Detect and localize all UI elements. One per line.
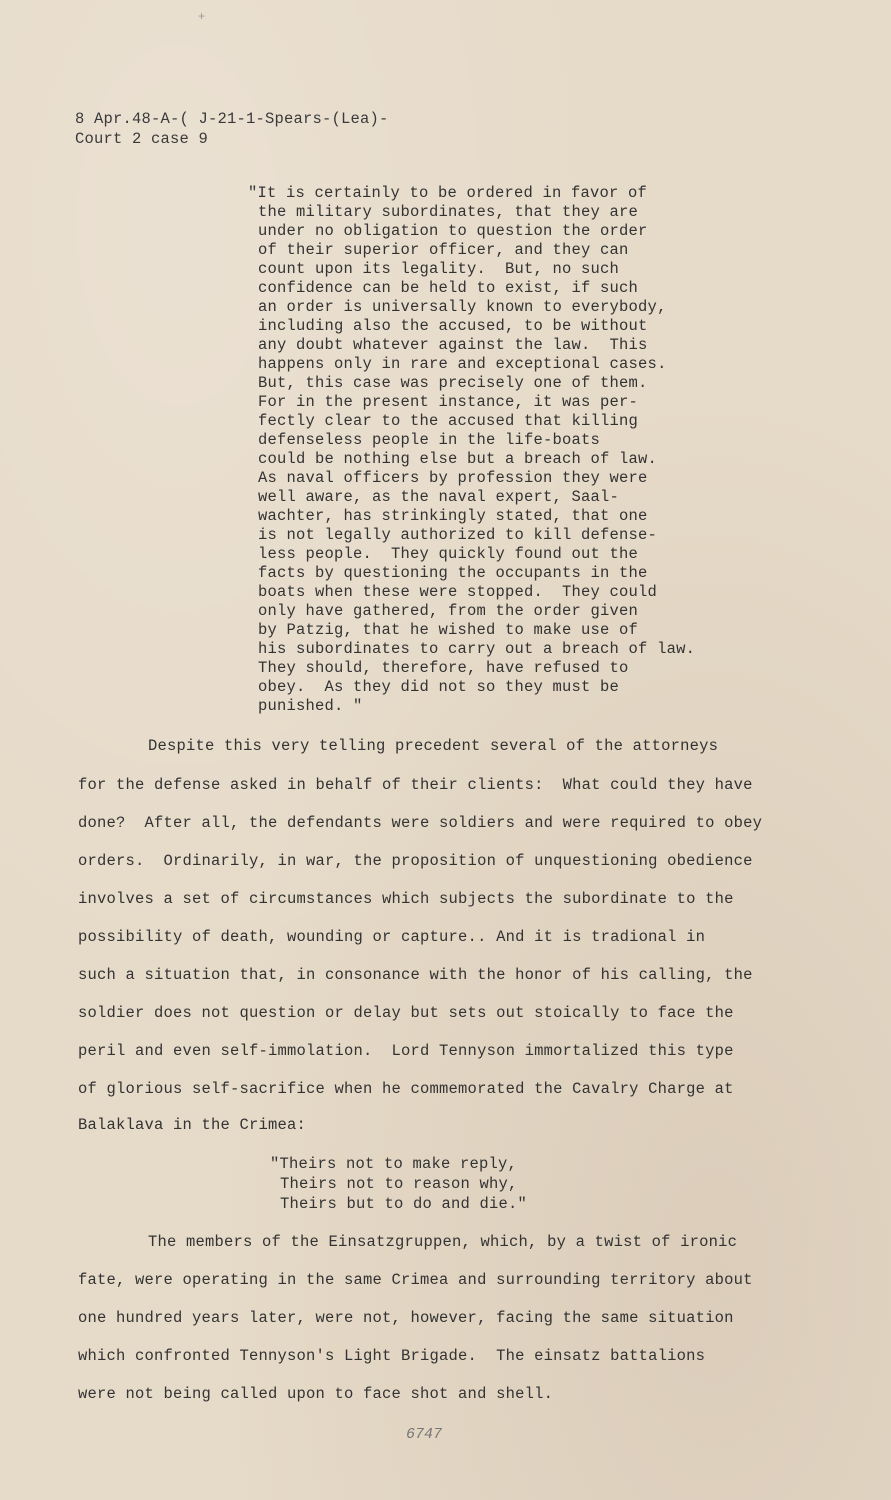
paragraph-line: were not being called upon to face shot and shell. bbox=[78, 1385, 554, 1403]
paragraph-line: soldier does not question or delay but sets out stoically to face the bbox=[78, 1004, 734, 1022]
quote-line: punished. " bbox=[258, 697, 363, 715]
quote-line: facts by questioning the occupants in the bbox=[258, 564, 648, 582]
quote-line: count upon its legality. But, no such bbox=[258, 260, 620, 278]
quote-line: an order is universally known to everybody, bbox=[258, 298, 667, 316]
paragraph-line: done? After all, the defendants were soldiers and were required to obey bbox=[78, 814, 763, 832]
quote-line: well aware, as the naval expert, Saal- bbox=[258, 488, 620, 506]
quote-line: the military subordinates, that they are bbox=[258, 203, 639, 221]
quote-line: obey. As they did not so they must be bbox=[258, 678, 620, 696]
paragraph-line: involves a set of circumstances which subjects the subordinate to the bbox=[78, 890, 734, 908]
quote-line: "It is certainly to be ordered in favor of bbox=[248, 184, 648, 202]
paragraph-line: one hundred years later, were not, however, facing the same situation bbox=[78, 1309, 734, 1327]
page-number: 6747 bbox=[406, 1426, 443, 1443]
quote-line: is not legally authorized to kill defense- bbox=[258, 526, 658, 544]
paragraph-line: for the defense asked in behalf of their clients: What could they have bbox=[78, 776, 753, 794]
quote-line: For in the present instance, it was per- bbox=[258, 393, 639, 411]
poem-line: Theirs but to do and die." bbox=[280, 1195, 528, 1213]
quote-line: wachter, has strinkingly stated, that one bbox=[258, 507, 648, 525]
quote-line: only have gathered, from the order given bbox=[258, 602, 639, 620]
paragraph-line: such a situation that, in consonance with the honor of his calling, the bbox=[78, 966, 753, 984]
quote-line: But, this case was precisely one of them. bbox=[258, 374, 648, 392]
paragraph-line: fate, were operating in the same Crimea and surrounding territory about bbox=[78, 1271, 753, 1289]
quote-line: of their superior officer, and they can bbox=[258, 241, 629, 259]
quote-line: confidence can be held to exist, if such bbox=[258, 279, 639, 297]
quote-line: happens only in rare and exceptional cases. bbox=[258, 355, 667, 373]
quote-line: by Patzig, that he wished to make use of bbox=[258, 621, 639, 639]
paragraph-line: Despite this very telling precedent several of the attorneys bbox=[148, 737, 719, 755]
quote-line: any doubt whatever against the law. This bbox=[258, 336, 648, 354]
quote-line: his subordinates to carry out a breach of law. bbox=[258, 640, 696, 658]
paragraph-line: The members of the Einsatzgruppen, which, by a twist of ironic bbox=[148, 1233, 738, 1251]
quote-line: fectly clear to the accused that killing bbox=[258, 412, 639, 430]
paragraph-line: peril and even self-immolation. Lord Tennyson immortalized this type bbox=[78, 1042, 734, 1060]
quote-line: could be nothing else but a breach of law. bbox=[258, 450, 658, 468]
paragraph-line: Balaklava in the Crimea: bbox=[78, 1116, 307, 1134]
paragraph-line: which confronted Tennyson's Light Brigade. The einsatz battalions bbox=[78, 1347, 706, 1365]
quote-line: defenseless people in the life-boats bbox=[258, 431, 601, 449]
paragraph-line: possibility of death, wounding or capture.. And it is tradional in bbox=[78, 928, 706, 946]
punch-mark: + bbox=[198, 10, 206, 24]
quote-line: including also the accused, to be without bbox=[258, 317, 648, 335]
header-reference-line: 8 Apr.48-A-( J-21-1-Spears-(Lea)- bbox=[75, 110, 389, 128]
poem-line: "Theirs not to make reply, bbox=[270, 1155, 518, 1173]
paragraph-line: of glorious self-sacrifice when he commemorated the Cavalry Charge at bbox=[78, 1080, 734, 1098]
quote-line: under no obligation to question the order bbox=[258, 222, 648, 240]
paragraph-line: orders. Ordinarily, in war, the proposition of unquestioning obedience bbox=[78, 852, 753, 870]
quote-line: less people. They quickly found out the bbox=[258, 545, 639, 563]
quote-line: As naval officers by profession they were bbox=[258, 469, 648, 487]
poem-line: Theirs not to reason why, bbox=[280, 1175, 518, 1193]
header-court-case-line: Court 2 case 9 bbox=[75, 130, 209, 148]
quote-line: boats when these were stopped. They could bbox=[258, 583, 658, 601]
quote-line: They should, therefore, have refused to bbox=[258, 659, 629, 677]
